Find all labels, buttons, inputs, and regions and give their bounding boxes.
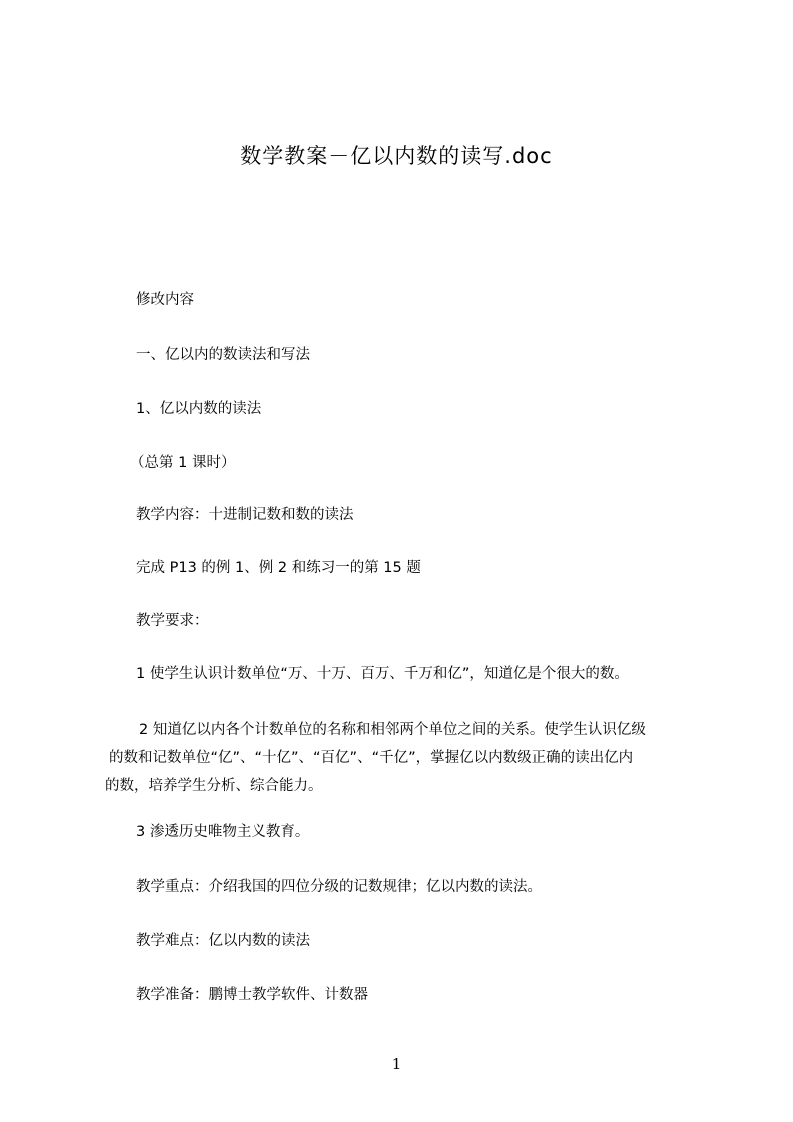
exercise-note: 完成 P13 的例 1、例 2 和练习一的第 15 题	[136, 560, 421, 576]
section-heading: 一、亿以内的数读法和写法	[136, 347, 310, 363]
requirement-2	[105, 716, 725, 800]
teaching-requirements-heading: 教学要求：	[136, 613, 209, 629]
document-title: 数学教案－亿以内数的读写.doc	[240, 144, 553, 168]
teaching-difficulty: 教学难点：亿以内数的读法	[136, 933, 310, 949]
page-number: 1	[391, 1055, 402, 1073]
paragraph-revision: 修改内容	[136, 292, 194, 308]
requirement-3: 3 渗透历史唯物主义教育。	[136, 824, 310, 840]
teaching-content: 教学内容：十进制记数和数的读法	[136, 507, 354, 523]
lesson-count: （总第 1 课时）	[130, 455, 236, 471]
teaching-preparation: 教学准备：鹏博士教学软件、计数器	[136, 987, 368, 1003]
requirement-2-line-3: 的数，培养学生分析、综合能力。	[105, 778, 323, 794]
requirement-1: 1 使学生认识计数单位“万、十万、百万、千万和亿”，知道亿是个很大的数。	[136, 666, 629, 682]
requirement-2-line-2: 的数和记数单位“亿”、“十亿”、“百亿”、“千亿”，掌握亿以内数级正确的读出亿内	[109, 750, 634, 766]
teaching-focus: 教学重点：介绍我国的四位分级的记数规律；亿以内数的读法。	[136, 879, 542, 895]
requirement-2-line-1: 2 知道亿以内各个计数单位的名称和相邻两个单位之间的关系。使学生认识亿级	[139, 722, 646, 738]
subsection-heading: 1、亿以内数的读法	[136, 401, 262, 417]
